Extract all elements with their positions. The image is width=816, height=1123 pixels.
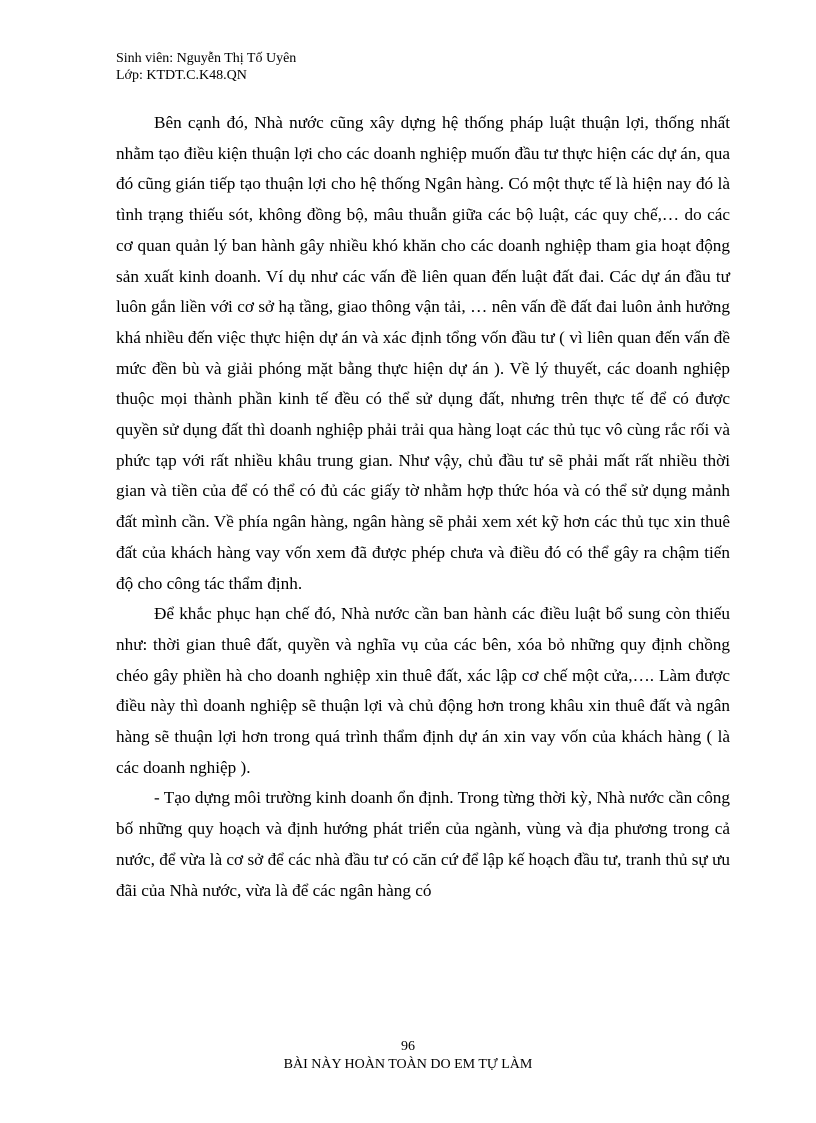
page-number: 96 (401, 1039, 415, 1054)
page-header (116, 50, 296, 84)
body-text (116, 108, 730, 906)
paragraph-2: Để khắc phục hạn chế đó, Nhà nước cần ban hành các điều luật bổ sung còn thiếu như: thời gian thuê đất, quyền và nghĩa vụ của các bên, xóa bỏ những quy định chồng chéo gây phiền hà cho doanh nghiệp xin thuê đất, xác lập cơ chế một cửa,…. Làm được điều này thì doanh nghiệp sẽ thuận lợi và chủ động hơn trong khâu xin thuê đất và ngân hàng sẽ thuận lợi hơn trong quá trình thẩm định dự án xin vay vốn của khách hàng ( là các doanh nghiệp ). (116, 604, 730, 777)
footer-note: BÀI NÀY HOÀN TOÀN DO EM TỰ LÀM (283, 1057, 533, 1072)
student-name: Sinh viên: Nguyễn Thị Tố Uyên (116, 51, 297, 66)
class-name: Lớp: KTDT.C.K48.QN (116, 68, 247, 83)
paragraph-1: Bên cạnh đó, Nhà nước cũng xây dựng hệ thống pháp luật thuận lợi, thống nhất nhằm tạo điều kiện thuận lợi cho các doanh nghiệp muốn đầu tư thực hiện các dự án, qua đó cũng gián tiếp tạo thuận lợi cho hệ thống Ngân hàng. Có một thực tế là hiện nay đó là tình trạng thiếu sót, không đồng bộ, mâu thuẫn giữa các bộ luật, các quy chế,… do các cơ quan quản lý ban hành gây nhiều khó khăn cho các doanh nghiệp tham gia hoạt động sản xuất kinh doanh. Ví dụ như các vấn đề liên quan đến luật đất đai. Các dự án đầu tư luôn gắn liền với cơ sở hạ tầng, giao thông vận tải, … nên vấn đề đất đai luôn ảnh hưởng khá nhiều đến việc thực hiện dự án và xác định tổng vốn đầu tư ( vì liên quan đến vấn đề mức đền bù và giải phóng mặt bằng thực hiện dự án ). Về lý thuyết, các doanh nghiệp thuộc mọi thành phần kinh tế đều có thể sử dụng đất, nhưng trên thực tế để có được quyền sử dụng đất thì doanh nghiệp phải trải qua hàng loạt các thủ tục vô cùng rắc rối và phức tạp với rất nhiều khâu trung gian. Như vậy, chủ đầu tư sẽ phải mất rất nhiều thời gian và tiền của để có thể có đủ các giấy tờ nhằm hợp thức hóa và có thể sử dụng mảnh đất mình cần. Về phía ngân hàng, ngân hàng sẽ phải xem xét kỹ hơn các thủ tục xin thuê đất của khách hàng vay vốn xem đã được phép chưa và điều đó có thể gây ra chậm tiến độ cho công tác thẩm định. (116, 113, 730, 593)
page-footer (0, 1038, 816, 1074)
paragraph-3: - Tạo dựng môi trường kinh doanh ổn định. Trong từng thời kỳ, Nhà nước cần công bố những quy hoạch và định hướng phát triển của ngành, vùng và địa phương trong cả nước, để vừa là cơ sở để các nhà đầu tư có căn cứ để lập kế hoạch đầu tư, tranh thủ sự ưu đãi của Nhà nước, vừa là để các ngân hàng có (116, 788, 730, 900)
